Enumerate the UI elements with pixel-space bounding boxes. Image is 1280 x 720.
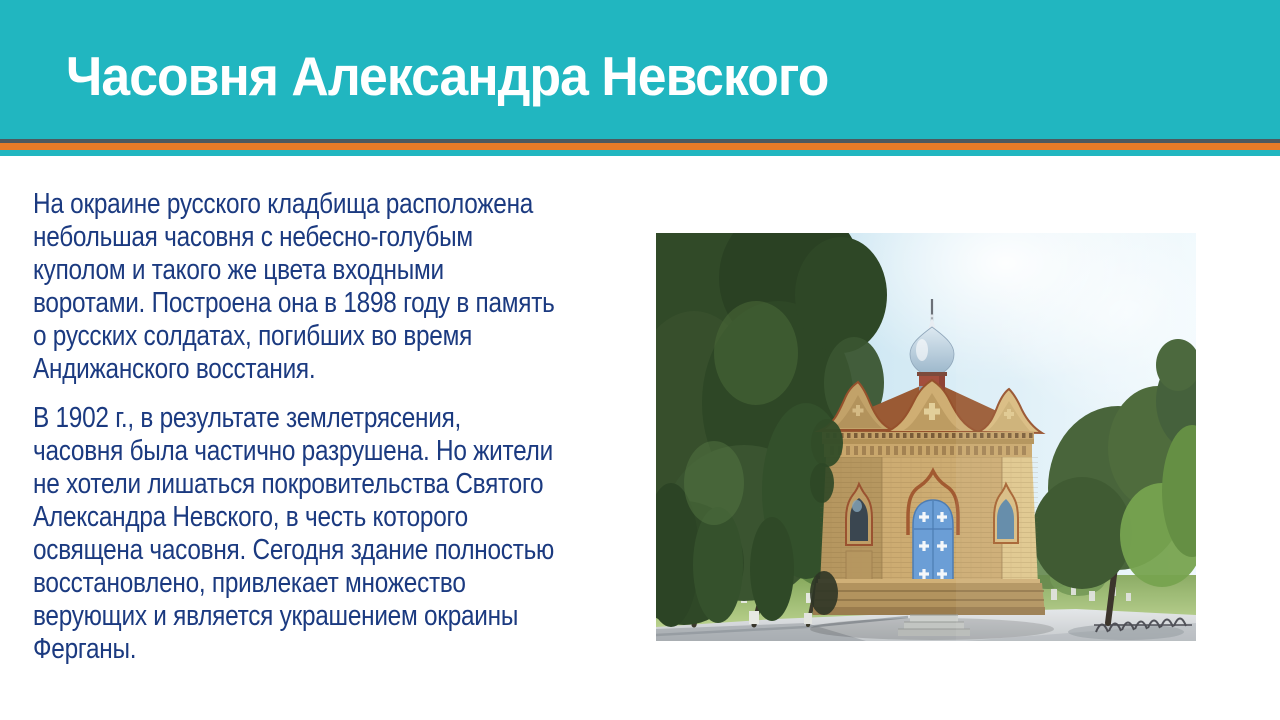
text-line: о русских солдатах, погибших во время [33, 320, 473, 352]
chapel-photo-illustration [656, 233, 1196, 641]
accent-stripe-teal [0, 150, 1280, 156]
accent-stripe-orange [0, 143, 1280, 150]
text-line: Александра Невского, в честь которого [33, 501, 468, 533]
title-band [0, 0, 1280, 139]
text-line: На окраине русского кладбища расположена [33, 188, 534, 220]
paragraph-2 [33, 402, 633, 666]
text-line: Ферганы. [33, 633, 137, 665]
slide-title: Часовня Александра Невского [66, 45, 829, 107]
text-line: восстановлено, привлекает множество [33, 567, 466, 599]
text-line: часовня была частично разрушена. Но жители [33, 435, 553, 467]
paragraph-1 [33, 188, 633, 386]
body-text [33, 188, 633, 682]
text-line: Андижанского восстания. [33, 353, 316, 385]
text-line: куполом и такого же цвета входными [33, 254, 444, 286]
text-line: воротами. Построена она в 1898 году в память [33, 287, 555, 319]
text-line: В 1902 г., в результате землетрясения, [33, 402, 462, 434]
text-line: не хотели лишаться покровительства Святого [33, 468, 544, 500]
chapel-photo [656, 233, 1196, 641]
text-line: верующих и является украшением окраины [33, 600, 519, 632]
text-line: освящена часовня. Сегодня здание полностью [33, 534, 555, 566]
text-line: небольшая часовня с небесно-голубым [33, 221, 473, 253]
